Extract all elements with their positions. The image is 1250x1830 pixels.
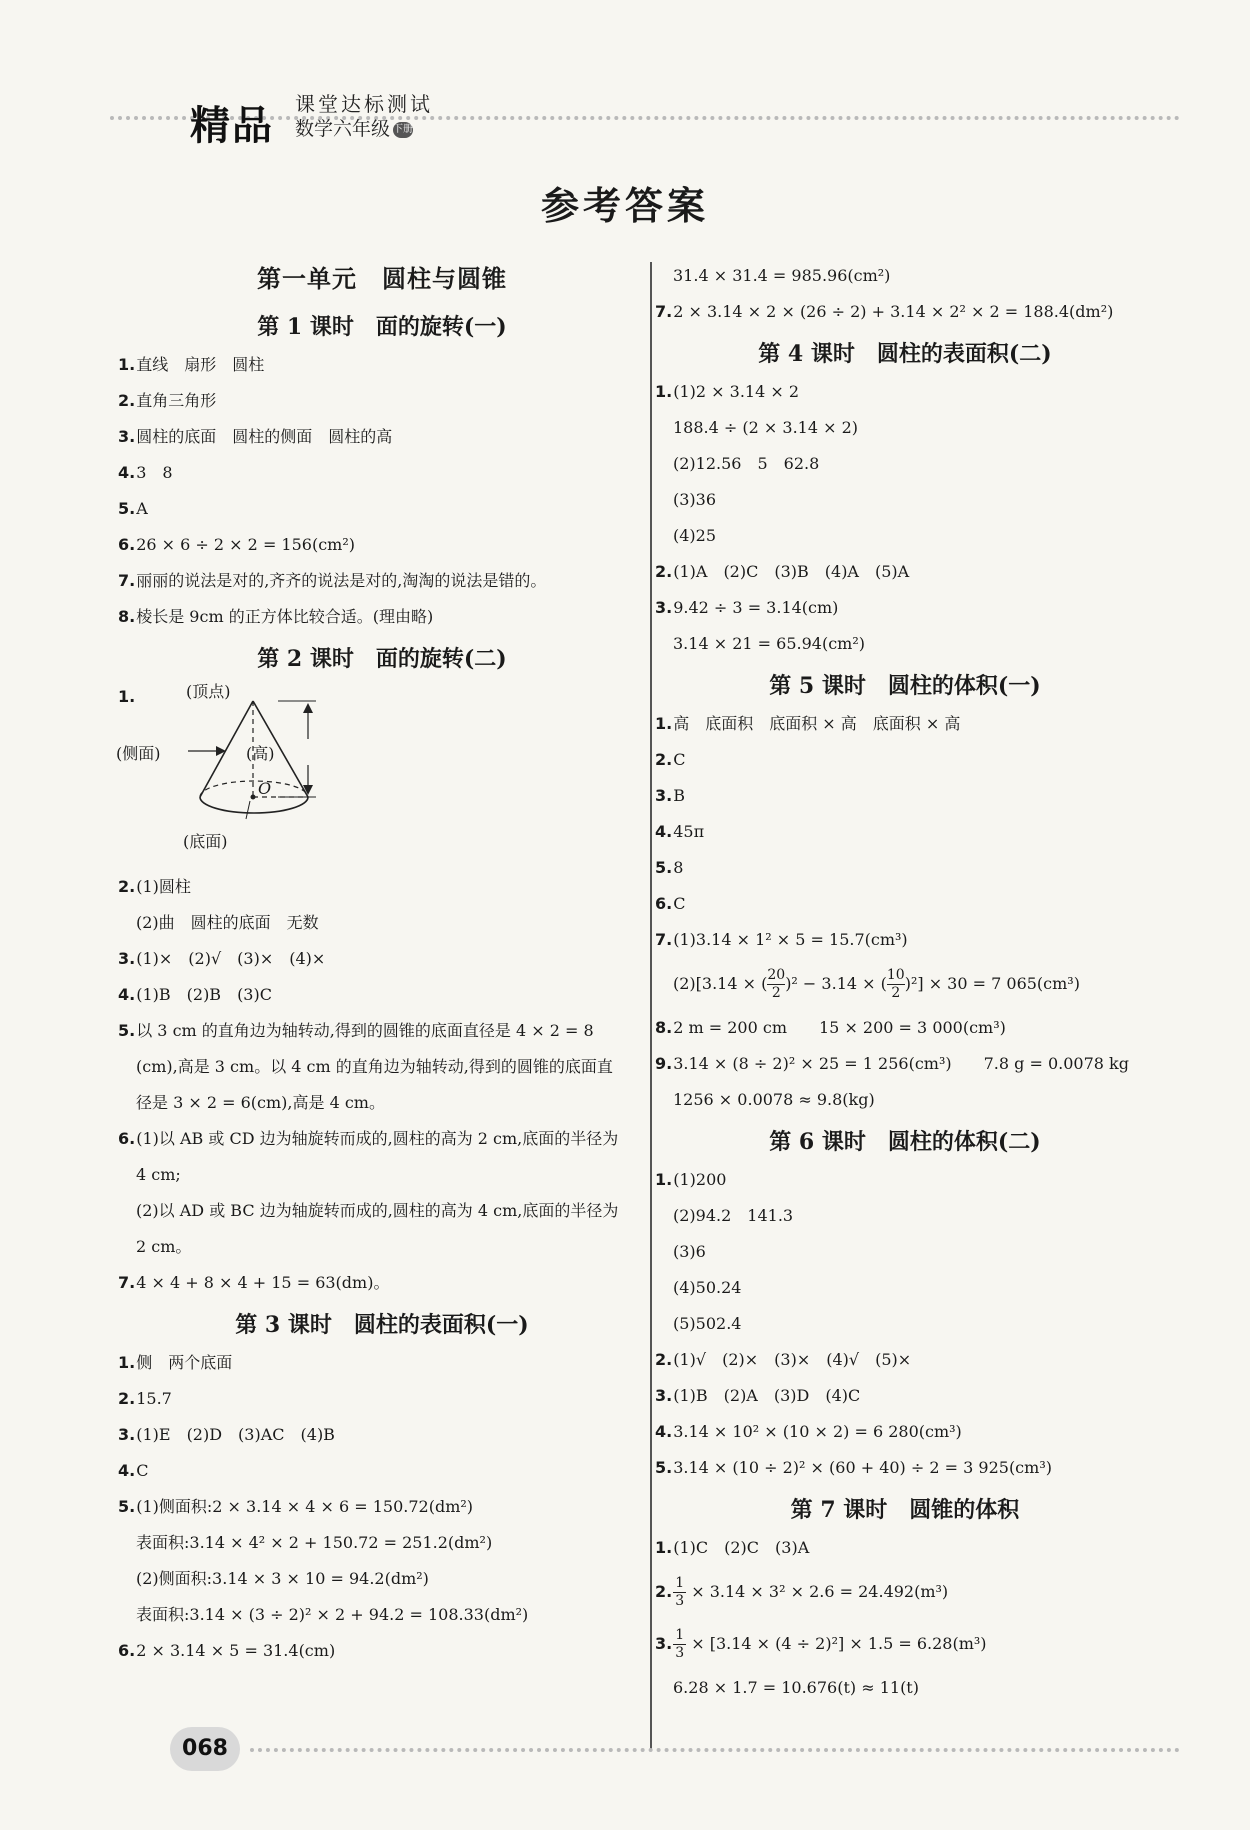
answer-text: 3 8 <box>136 463 173 482</box>
right-column <box>655 258 1155 1706</box>
question-number: 5. <box>118 499 136 518</box>
question-number: 7. <box>118 1273 136 1292</box>
answer-line <box>655 1450 1155 1486</box>
answer-line <box>655 1162 1155 1198</box>
answer-line <box>655 258 1155 294</box>
answer-line <box>118 977 646 1013</box>
answer-text: 2 × 3.14 × 5 = 31.4(cm) <box>136 1641 336 1660</box>
question-number: 7. <box>655 302 673 321</box>
page-number: 068 <box>170 1727 240 1771</box>
answer-line <box>118 905 646 941</box>
answer-text: 丽丽的说法是对的,齐齐的说法是对的,淘淘的说法是错的。 <box>136 571 547 590</box>
lesson-title-7: 第 7 课时 圆锥的体积 <box>790 1497 1020 1523</box>
lesson-2-answers <box>118 869 646 1301</box>
answer-line <box>118 419 646 455</box>
answer-text: (1)× (2)√ (3)× (4)× <box>136 949 326 968</box>
answer-line <box>655 626 1155 662</box>
answer-line <box>655 850 1155 886</box>
unit-title: 第一单元 圆柱与圆锥 <box>257 264 507 293</box>
question-number: 4. <box>655 822 673 841</box>
answer-line <box>118 527 646 563</box>
question-number: 7. <box>118 571 136 590</box>
answer-line <box>118 1157 646 1193</box>
question-number: 6. <box>118 1129 136 1148</box>
answer-line <box>118 941 646 977</box>
question-number: 5. <box>655 1458 673 1477</box>
answer-text: (2)94.2 141.3 <box>673 1206 794 1225</box>
answer-text: (1)B (2)B (3)C <box>136 985 272 1004</box>
answer-text: 4 × 4 + 8 × 4 + 15 = 63(dm)。 <box>136 1273 390 1292</box>
question-number: 3. <box>118 949 136 968</box>
answer-line <box>118 1381 646 1417</box>
brand-name: 精品 <box>190 103 274 149</box>
continued-answers <box>655 258 1155 330</box>
answer-text: 棱长是 9cm 的正方体比较合适。(理由略) <box>136 607 434 626</box>
lesson-title-2: 第 2 课时 面的旋转(二) <box>257 646 507 672</box>
question-number: 9. <box>655 1054 673 1073</box>
answer-text: 1256 × 0.0078 ≈ 9.8(kg) <box>673 1090 875 1109</box>
answer-line <box>655 518 1155 554</box>
answer-line <box>655 1198 1155 1234</box>
answer-line: 6.28 × 1.7 = 10.676(t) ≈ 11(t) <box>673 1678 919 1697</box>
answer-line <box>655 410 1155 446</box>
question-number: 6. <box>118 1641 136 1660</box>
answer-line <box>118 1453 646 1489</box>
answer-line <box>118 455 646 491</box>
answer-line <box>655 1270 1155 1306</box>
answer-line-fraction: (2)[3.14 × ( $\frac{20}{2}$ )² − 3.14 × ( $\frac{10}{2}$ )²] × 30 = 7 065(cm³) <box>673 967 1080 1001</box>
answer-line <box>118 1633 646 1669</box>
answer-line <box>655 1010 1155 1046</box>
answer-line <box>118 1489 646 1525</box>
question-number: 6. <box>118 535 136 554</box>
answer-text: (1)200 <box>673 1170 727 1189</box>
lesson-3-answers <box>118 1345 646 1669</box>
question-number: 1. <box>118 355 136 374</box>
answer-text: (1)C (2)C (3)A <box>673 1538 810 1557</box>
lesson-5-answers <box>655 706 1155 958</box>
lesson-title-6: 第 6 课时 圆柱的体积(二) <box>769 1129 1041 1155</box>
answer-text: (1)√ (2)× (3)× (4)√ (5)× <box>673 1350 912 1369</box>
answer-text: 4 cm; <box>136 1165 181 1184</box>
question-number: 3. <box>655 786 673 805</box>
lesson-title-3: 第 3 课时 圆柱的表面积(一) <box>235 1312 529 1338</box>
question-number: 4. <box>655 1422 673 1441</box>
lesson-title-1: 第 1 课时 面的旋转(一) <box>257 314 507 340</box>
question-number: 8. <box>655 1018 673 1037</box>
answer-text: (2)侧面积:3.14 × 3 × 10 = 94.2(dm²) <box>136 1569 429 1588</box>
question-number: 2. <box>655 750 673 769</box>
answer-text: (1)E (2)D (3)AC (4)B <box>136 1425 335 1444</box>
answer-text: (5)502.4 <box>673 1314 742 1333</box>
question-number: 2. <box>118 1389 136 1408</box>
answer-line <box>655 886 1155 922</box>
answer-text: (cm),高是 3 cm。以 4 cm 的直角边为轴转动,得到的圆锥的底面直 <box>136 1057 613 1076</box>
answer-line <box>655 374 1155 410</box>
footer-dotted-rule <box>250 1748 1180 1752</box>
lesson-title-5: 第 5 课时 圆柱的体积(一) <box>769 673 1041 699</box>
side-label: (侧面) <box>116 744 161 763</box>
page-title: 参考答案 <box>540 184 709 228</box>
question-number: 1. <box>655 1170 673 1189</box>
answer-text: (1)B (2)A (3)D (4)C <box>673 1386 861 1405</box>
edition-badge: 下册 <box>393 122 413 138</box>
answer-text: 3.14 × 10² × (10 × 2) = 6 280(cm³) <box>673 1422 962 1441</box>
answer-text: 3.14 × (8 ÷ 2)² × 25 = 1 256(cm³) 7.8 g = 0.0078 kg <box>673 1054 1129 1073</box>
answer-line <box>118 383 646 419</box>
answer-text: (2)曲 圆柱的底面 无数 <box>136 913 319 932</box>
answer-text: 圆柱的底面 圆柱的侧面 圆柱的高 <box>136 427 393 446</box>
center-label: O <box>258 779 272 798</box>
answer-line <box>118 1525 646 1561</box>
question-number: 5. <box>118 1021 136 1040</box>
answer-line <box>655 446 1155 482</box>
answer-line <box>655 590 1155 626</box>
answer-line-fraction: 3. $\frac{1}{3}$ × [3.14 × (4 ÷ 2)²] × 1.5 = 6.28(m³) <box>655 1627 987 1661</box>
answer-text: 26 × 6 ÷ 2 × 2 = 156(cm²) <box>136 535 355 554</box>
answer-text: C <box>673 894 686 913</box>
answer-line <box>655 1306 1155 1342</box>
answer-text: (1)2 × 3.14 × 2 <box>673 382 800 401</box>
lesson-6-answers <box>655 1162 1155 1486</box>
answer-line <box>118 1345 646 1381</box>
answer-line <box>118 599 646 635</box>
subject-name: 数学六年级 下册 <box>295 118 414 140</box>
question-number: 1. <box>655 1538 673 1557</box>
lesson-1-answers <box>118 347 646 635</box>
answer-line <box>655 1046 1155 1082</box>
question-number: 2. <box>118 391 136 410</box>
answer-text: 以 3 cm 的直角边为轴转动,得到的圆锥的底面直径是 4 × 2 = 8 <box>136 1021 594 1040</box>
answer-text: C <box>673 750 686 769</box>
answer-line <box>118 1265 646 1301</box>
answer-text: B <box>673 786 685 805</box>
answer-text: (1)3.14 × 1² × 5 = 15.7(cm³) <box>673 930 908 949</box>
question-number: 2. <box>655 1350 673 1369</box>
answer-line <box>118 1085 646 1121</box>
question-number: 5. <box>655 858 673 877</box>
base-label: (底面) <box>183 832 228 851</box>
answer-text: 径是 3 × 2 = 6(cm),高是 4 cm。 <box>136 1093 385 1112</box>
question-number: 1. <box>118 687 136 706</box>
answer-text: 15.7 <box>136 1389 172 1408</box>
answer-text: 188.4 ÷ (2 × 3.14 × 2) <box>673 418 859 437</box>
answer-line <box>655 554 1155 590</box>
answer-line <box>655 778 1155 814</box>
question-number: 1. <box>118 1353 136 1372</box>
height-label: (高) <box>246 744 275 763</box>
question-number: 3. <box>118 427 136 446</box>
column-divider <box>650 262 652 1750</box>
answer-text: (4)25 <box>673 526 717 545</box>
answer-line-fraction: 2. $\frac{1}{3}$ × 3.14 × 3² × 2.6 = 24.492(m³) <box>655 1575 949 1609</box>
answer-line <box>118 1193 646 1229</box>
answer-text: 直线 扇形 圆柱 <box>136 355 265 374</box>
answer-line <box>118 491 646 527</box>
answer-line <box>655 922 1155 958</box>
question-number: 1. <box>655 382 673 401</box>
answer-line <box>655 1234 1155 1270</box>
question-number: 3. <box>118 1425 136 1444</box>
answer-text: 表面积:3.14 × (3 ÷ 2)² × 2 + 94.2 = 108.33(dm²) <box>136 1605 529 1624</box>
lesson-4-answers <box>655 374 1155 662</box>
series-name: 课堂达标测试 <box>295 92 433 116</box>
answer-line <box>655 742 1155 778</box>
lesson-title-4: 第 4 课时 圆柱的表面积(二) <box>758 341 1052 367</box>
answer-line <box>118 1013 646 1049</box>
answer-line <box>655 1530 1155 1566</box>
apex-label: (顶点) <box>186 682 231 701</box>
question-number: 5. <box>118 1497 136 1516</box>
answer-line <box>118 1229 646 1265</box>
answer-text: (3)36 <box>673 490 717 509</box>
question-number: 4. <box>118 985 136 1004</box>
answer-text: (2)以 AD 或 BC 边为轴旋转而成的,圆柱的高为 4 cm,底面的半径为 <box>136 1201 619 1220</box>
left-column <box>118 255 646 1669</box>
answer-line <box>655 1414 1155 1450</box>
answer-text: 高 底面积 底面积 × 高 底面积 × 高 <box>673 714 961 733</box>
answer-text: 侧 两个底面 <box>136 1353 233 1372</box>
answer-text: (3)6 <box>673 1242 706 1261</box>
answer-line <box>655 1342 1155 1378</box>
answer-line <box>118 1597 646 1633</box>
answer-text: 9.42 ÷ 3 = 3.14(cm) <box>673 598 839 617</box>
answer-text: 2 × 3.14 × 2 × (26 ÷ 2) + 3.14 × 2² × 2 = 188.4(dm²) <box>673 302 1114 321</box>
answer-line <box>655 706 1155 742</box>
answer-text: 8 <box>673 858 684 877</box>
question-number: 1. <box>655 714 673 733</box>
answer-text: 3.14 × 21 = 65.94(cm²) <box>673 634 865 653</box>
answer-line <box>655 482 1155 518</box>
answer-line <box>118 1561 646 1597</box>
answer-text: 45π <box>673 822 705 841</box>
lesson-7-answers <box>655 1530 1155 1566</box>
answer-text: (1)圆柱 <box>136 877 191 896</box>
answer-line <box>118 1049 646 1085</box>
cone-figure <box>118 679 646 869</box>
answer-text: (2)12.56 5 62.8 <box>673 454 820 473</box>
answer-line <box>655 294 1155 330</box>
brand-logo <box>190 88 460 149</box>
answer-line <box>118 1417 646 1453</box>
question-number: 2. <box>118 877 136 896</box>
question-number: 4. <box>118 463 136 482</box>
question-number: 3. <box>655 1386 673 1405</box>
answer-text: A <box>136 499 148 518</box>
answer-text: (1)A (2)C (3)B (4)A (5)A <box>673 562 910 581</box>
answer-line <box>118 869 646 905</box>
answer-line <box>655 1082 1155 1118</box>
question-number: 7. <box>655 930 673 949</box>
answer-text: 2 cm。 <box>136 1237 192 1256</box>
answer-text: (1)以 AB 或 CD 边为轴旋转而成的,圆柱的高为 2 cm,底面的半径为 <box>136 1129 619 1148</box>
question-number: 3. <box>655 598 673 617</box>
answer-text: C <box>136 1461 149 1480</box>
question-number: 4. <box>118 1461 136 1480</box>
answer-line <box>655 1378 1155 1414</box>
answer-line <box>118 1121 646 1157</box>
answer-text: 2 m = 200 cm 15 × 200 = 3 000(cm³) <box>673 1018 1006 1037</box>
answer-text: 直角三角形 <box>136 391 217 410</box>
answer-text: 3.14 × (10 ÷ 2)² × (60 + 40) ÷ 2 = 3 925(cm³) <box>673 1458 1052 1477</box>
question-number: 6. <box>655 894 673 913</box>
answer-line <box>655 814 1155 850</box>
lesson-5-answers-cont <box>655 1010 1155 1118</box>
answer-text: (4)50.24 <box>673 1278 742 1297</box>
answer-text: (1)侧面积:2 × 3.14 × 4 × 6 = 150.72(dm²) <box>136 1497 474 1516</box>
answer-line <box>118 347 646 383</box>
question-number: 8. <box>118 607 136 626</box>
answer-line <box>118 563 646 599</box>
question-number: 2. <box>655 562 673 581</box>
answer-text: 31.4 × 31.4 = 985.96(cm²) <box>673 266 891 285</box>
answer-text: 表面积:3.14 × 4² × 2 + 150.72 = 251.2(dm²) <box>136 1533 493 1552</box>
